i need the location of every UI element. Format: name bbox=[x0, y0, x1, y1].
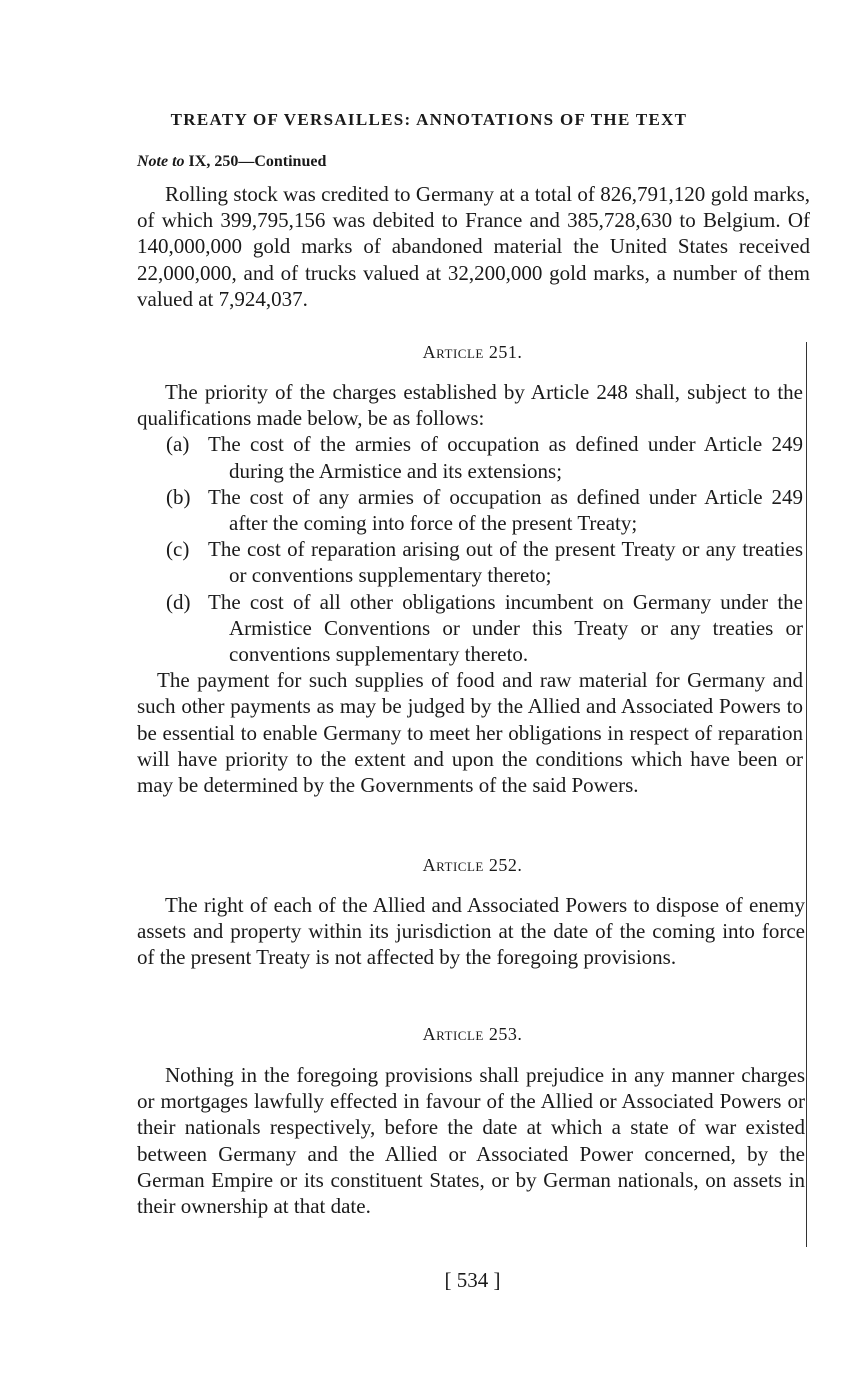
list-item-label: (b) bbox=[166, 484, 191, 509]
running-head: TREATY OF VERSAILLES: ANNOTATIONS OF THE TEXT bbox=[170, 110, 688, 129]
page-number: [ 534 ] bbox=[444, 1268, 501, 1292]
article-251-closing: The payment for such supplies of food and raw material for Germany and such other payments as may be judged by the Allied and Associated Powers to be essential to enable Germany to meet her obligations in respect of reparation will have priority to the extent and upon the conditions which have been or may be determined by the Governments of the said Powers. bbox=[137, 668, 803, 798]
article-253-text: Nothing in the foregoing provisions shall prejudice in any manner charges or mortgages lawfully effected in favour of the Allied or Associated Powers or their nationals respectively, before the date at which a state of war existed between Germany and the Allied or Associated Power concerned, by the German Empire or its constituent States, or by German nationals, on assets in their ownership at that date. bbox=[137, 1063, 805, 1219]
note-heading-ref: IX, 250—Continued bbox=[188, 153, 327, 170]
article-251-intro: The priority of the charges established by Article 248 shall, subject to the qualifications made below, be as follows: bbox=[137, 380, 803, 431]
article-251-body bbox=[137, 379, 803, 798]
list-item bbox=[137, 536, 803, 588]
list-item bbox=[137, 484, 803, 536]
list-item-text: The cost of all other obligations incumbent on Germany under the Armistice Conventions or under this Treaty or any treaties or conventions supplementary thereto. bbox=[208, 589, 803, 667]
article-253-heading: Article 253. bbox=[422, 1024, 523, 1044]
article-252-body bbox=[137, 892, 805, 971]
list-item-text: The cost of any armies of occupation as defined under Article 249 after the coming into force of the present Treaty; bbox=[208, 484, 803, 536]
list-item-text: The cost of the armies of occupation as defined under Article 249 during the Armistice and its extensions; bbox=[208, 432, 803, 483]
article-252-heading: Article 252. bbox=[422, 855, 523, 875]
list-item-label: (d) bbox=[166, 589, 191, 614]
list-item-text: The cost of reparation arising out of the present Treaty or any treaties or conventions supplementary thereto; bbox=[208, 537, 803, 588]
margin-rule bbox=[806, 342, 807, 1247]
note-body bbox=[137, 181, 810, 312]
list-item bbox=[137, 589, 803, 668]
list-item-label: (c) bbox=[166, 537, 190, 562]
note-paragraph: Rolling stock was credited to Germany at a total of 826,791,120 gold marks, of which 399,795,156 was debited to France and 385,728,630 to Belgium. Of 140,000,000 gold marks of abandoned material the United States received 22,000,000, and of trucks valued at 32,200,000 gold marks, a number of them valued at 7,924,037. bbox=[137, 182, 810, 311]
list-item bbox=[137, 431, 803, 483]
article-251-heading: Article 251. bbox=[422, 342, 523, 362]
list-item-label: (a) bbox=[166, 432, 190, 457]
note-heading bbox=[137, 153, 326, 171]
article-252-text: The right of each of the Allied and Associated Powers to dispose of enemy assets and property within its jurisdiction at the date of the coming into force of the present Treaty is not affected by the foregoing provisions. bbox=[137, 893, 805, 970]
article-253-body bbox=[137, 1062, 805, 1219]
note-heading-prefix: Note to bbox=[137, 153, 185, 170]
